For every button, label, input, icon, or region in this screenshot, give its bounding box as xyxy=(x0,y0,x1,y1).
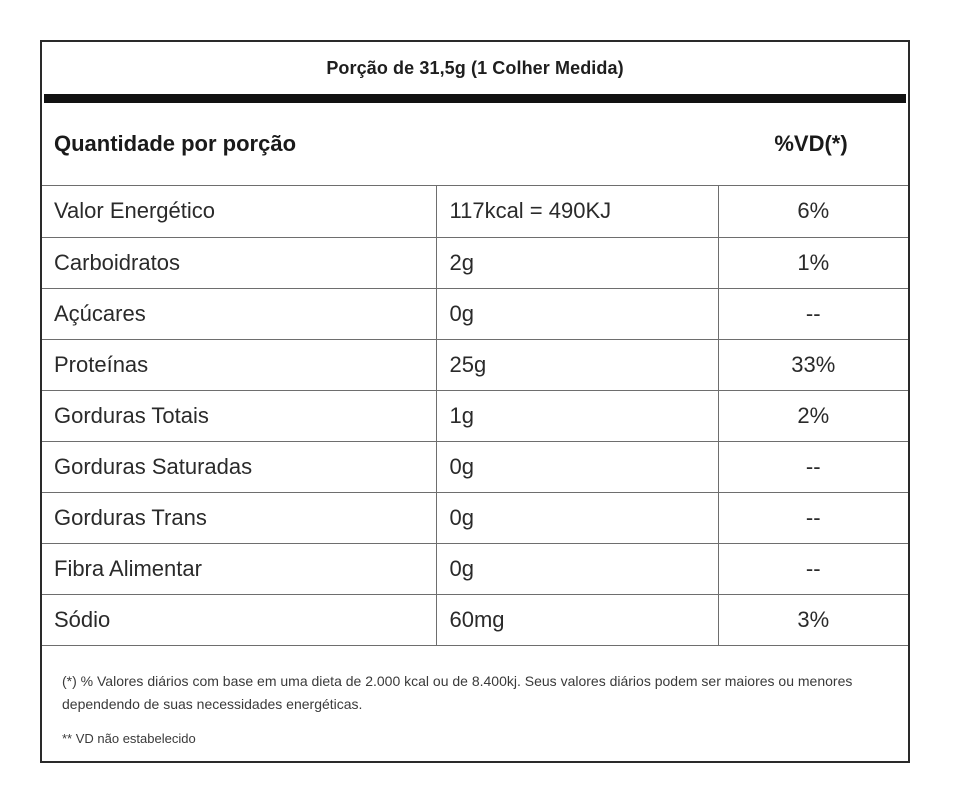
table-row xyxy=(42,390,908,441)
footnotes xyxy=(42,646,908,750)
table-row xyxy=(42,492,908,543)
table-header xyxy=(42,103,908,186)
nutrient-name: Gorduras Trans xyxy=(42,492,436,543)
nutrient-name: Valor Energético xyxy=(42,186,436,237)
thick-divider xyxy=(44,94,906,103)
nutrient-vd: -- xyxy=(718,288,908,339)
nutrient-vd: 3% xyxy=(718,594,908,645)
table-row xyxy=(42,288,908,339)
nutrient-name: Fibra Alimentar xyxy=(42,543,436,594)
nutrient-vd: -- xyxy=(718,441,908,492)
vd-header: %VD(*) xyxy=(774,131,848,156)
table-row xyxy=(42,543,908,594)
nutrient-vd: 1% xyxy=(718,237,908,288)
nutrient-name: Carboidratos xyxy=(42,237,436,288)
table-row xyxy=(42,441,908,492)
table-row xyxy=(42,186,908,237)
quantity-header: Quantidade por porção xyxy=(54,131,297,156)
nutrient-vd: 2% xyxy=(718,390,908,441)
nutrition-facts-panel xyxy=(40,40,910,763)
nutrient-name: Açúcares xyxy=(42,288,436,339)
table-row xyxy=(42,237,908,288)
daily-values-note: (*) % Valores diários com base em uma dieta de 2.000 kcal ou de 8.400kj. Seus valores diários podem ser maiores ou menores dependendo de suas necessidades energéticas. xyxy=(62,672,853,712)
nutrient-amount: 0g xyxy=(436,441,718,492)
nutrient-amount: 117kcal = 490KJ xyxy=(436,186,718,237)
vd-not-established-note: ** VD não estabelecido xyxy=(62,730,196,746)
nutrient-amount: 60mg xyxy=(436,594,718,645)
nutrient-name: Gorduras Saturadas xyxy=(42,441,436,492)
nutrient-name: Gorduras Totais xyxy=(42,390,436,441)
nutrient-name: Proteínas xyxy=(42,339,436,390)
nutrient-vd: -- xyxy=(718,492,908,543)
nutrient-amount: 2g xyxy=(436,237,718,288)
nutrient-name: Sódio xyxy=(42,594,436,645)
nutrient-vd: -- xyxy=(718,543,908,594)
nutrient-vd: 33% xyxy=(718,339,908,390)
nutrient-amount: 25g xyxy=(436,339,718,390)
portion-size: Porção de 31,5g (1 Colher Medida) xyxy=(326,57,624,78)
nutrition-table xyxy=(42,186,908,646)
nutrient-vd: 6% xyxy=(718,186,908,237)
table-row xyxy=(42,594,908,645)
table-row xyxy=(42,339,908,390)
nutrient-amount: 0g xyxy=(436,492,718,543)
nutrient-amount: 1g xyxy=(436,390,718,441)
nutrient-amount: 0g xyxy=(436,543,718,594)
nutrient-amount: 0g xyxy=(436,288,718,339)
